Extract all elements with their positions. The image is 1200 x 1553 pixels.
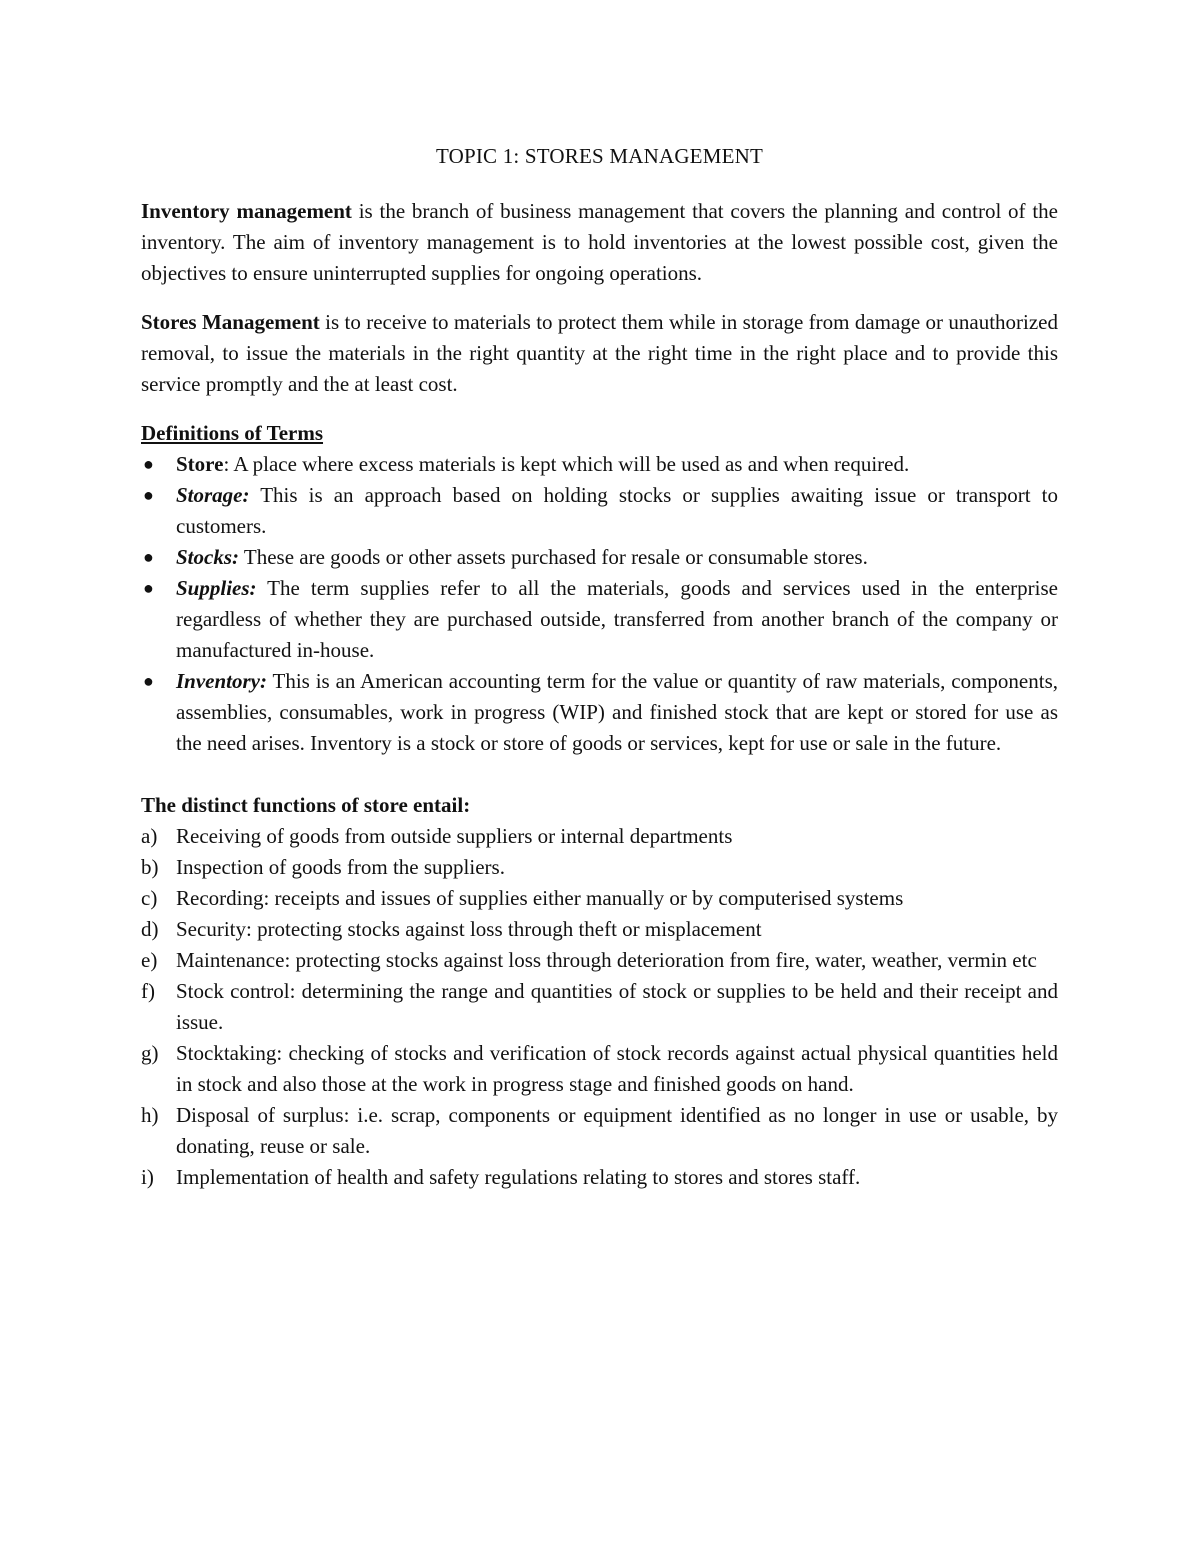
definition-term: Storage: (176, 483, 250, 507)
function-text: Security: protecting stocks against loss through theft or misplacement (176, 917, 762, 941)
bullet-icon: ● (143, 547, 154, 567)
function-item (141, 976, 1058, 1038)
definition-item (141, 449, 1058, 480)
definition-text: This is an approach based on holding stocks or supplies awaiting issue or transport to customers. (176, 483, 1058, 538)
definitions-heading: Definitions of Terms (141, 421, 324, 445)
definition-text: : A place where excess materials is kept which will be used as and when required. (223, 452, 910, 476)
list-marker: b) (141, 855, 159, 879)
definition-item (141, 480, 1058, 542)
function-item (141, 883, 1058, 914)
inventory-management-paragraph (141, 196, 1058, 289)
function-item (141, 821, 1058, 852)
definition-term: Supplies: (176, 576, 257, 600)
function-text: Inspection of goods from the suppliers. (176, 855, 505, 879)
functions-heading: The distinct functions of store entail: (141, 793, 471, 817)
paragraph-text: is the branch of business management that covers the planning and control of the inventory. The aim of inventory management is to hold inventories at the lowest possible cost, given the objectives to ensure uninterrupted supplies for ongoing operations. (141, 199, 1058, 285)
list-marker: c) (141, 886, 158, 910)
page-title: TOPIC 1: STORES MANAGEMENT (435, 144, 764, 168)
function-item (141, 1162, 1058, 1193)
definition-term: Store (176, 452, 224, 476)
definition-text: The term supplies refer to all the materials, goods and services used in the enterprise regardless of whether they are purchased outside, transferred from another branch of the company or manufactured in-house. (176, 576, 1058, 662)
function-text: Stock control: determining the range and quantities of stock or supplies to be held and their receipt and issue. (176, 979, 1058, 1034)
function-text: Implementation of health and safety regulations relating to stores and stores staff. (176, 1165, 861, 1189)
list-marker: g) (141, 1041, 159, 1065)
stores-management-paragraph (141, 307, 1058, 400)
paragraph-term: Stores Management (141, 310, 320, 334)
definition-text: This is an American accounting term for the value or quantity of raw materials, components, assemblies, consumables, work in progress (WIP) and finished stock that are kept or stored for use as the need arises. Inventory is a stock or store of goods or services, kept for use or sale in the future. (176, 669, 1058, 755)
paragraph-term: Inventory management (141, 199, 352, 223)
bullet-icon: ● (143, 485, 154, 505)
function-text: Stocktaking: checking of stocks and verification of stock records against actual physical quantities held in stock and also those at the work in progress stage and finished goods on hand. (176, 1041, 1058, 1096)
definition-item (141, 666, 1058, 759)
definition-item (141, 573, 1058, 666)
definitions-list (141, 449, 1058, 759)
function-text: Disposal of surplus: i.e. scrap, components or equipment identified as no longer in use or usable, by donating, reuse or sale. (176, 1103, 1058, 1158)
function-item (141, 945, 1058, 976)
bullet-icon: ● (143, 454, 154, 474)
function-text: Recording: receipts and issues of supplies either manually or by computerised systems (176, 886, 904, 910)
function-item (141, 1038, 1058, 1100)
list-marker: d) (141, 917, 159, 941)
list-marker: i) (141, 1165, 154, 1189)
list-marker: a) (141, 824, 158, 848)
function-item (141, 852, 1058, 883)
list-marker: e) (141, 948, 158, 972)
definition-item (141, 542, 1058, 573)
function-item (141, 1100, 1058, 1162)
list-marker: f) (141, 979, 155, 1003)
list-marker: h) (141, 1103, 159, 1127)
function-text: Receiving of goods from outside suppliers or internal departments (176, 824, 733, 848)
bullet-icon: ● (143, 671, 154, 691)
function-item (141, 914, 1058, 945)
definition-term: Stocks: (176, 545, 239, 569)
bullet-icon: ● (143, 578, 154, 598)
function-text: Maintenance: protecting stocks against loss through deterioration from fire, water, weather, vermin etc (176, 948, 1037, 972)
definition-term: Inventory: (176, 669, 267, 693)
paragraph-text: is to receive to materials to protect them while in storage from damage or unauthorized removal, to issue the materials in the right quantity at the right time in the right place and to provide this service promptly and the at least cost. (141, 310, 1058, 396)
functions-list (141, 821, 1058, 1193)
document-page (141, 141, 1058, 1193)
definition-text: These are goods or other assets purchased for resale or consumable stores. (239, 545, 868, 569)
